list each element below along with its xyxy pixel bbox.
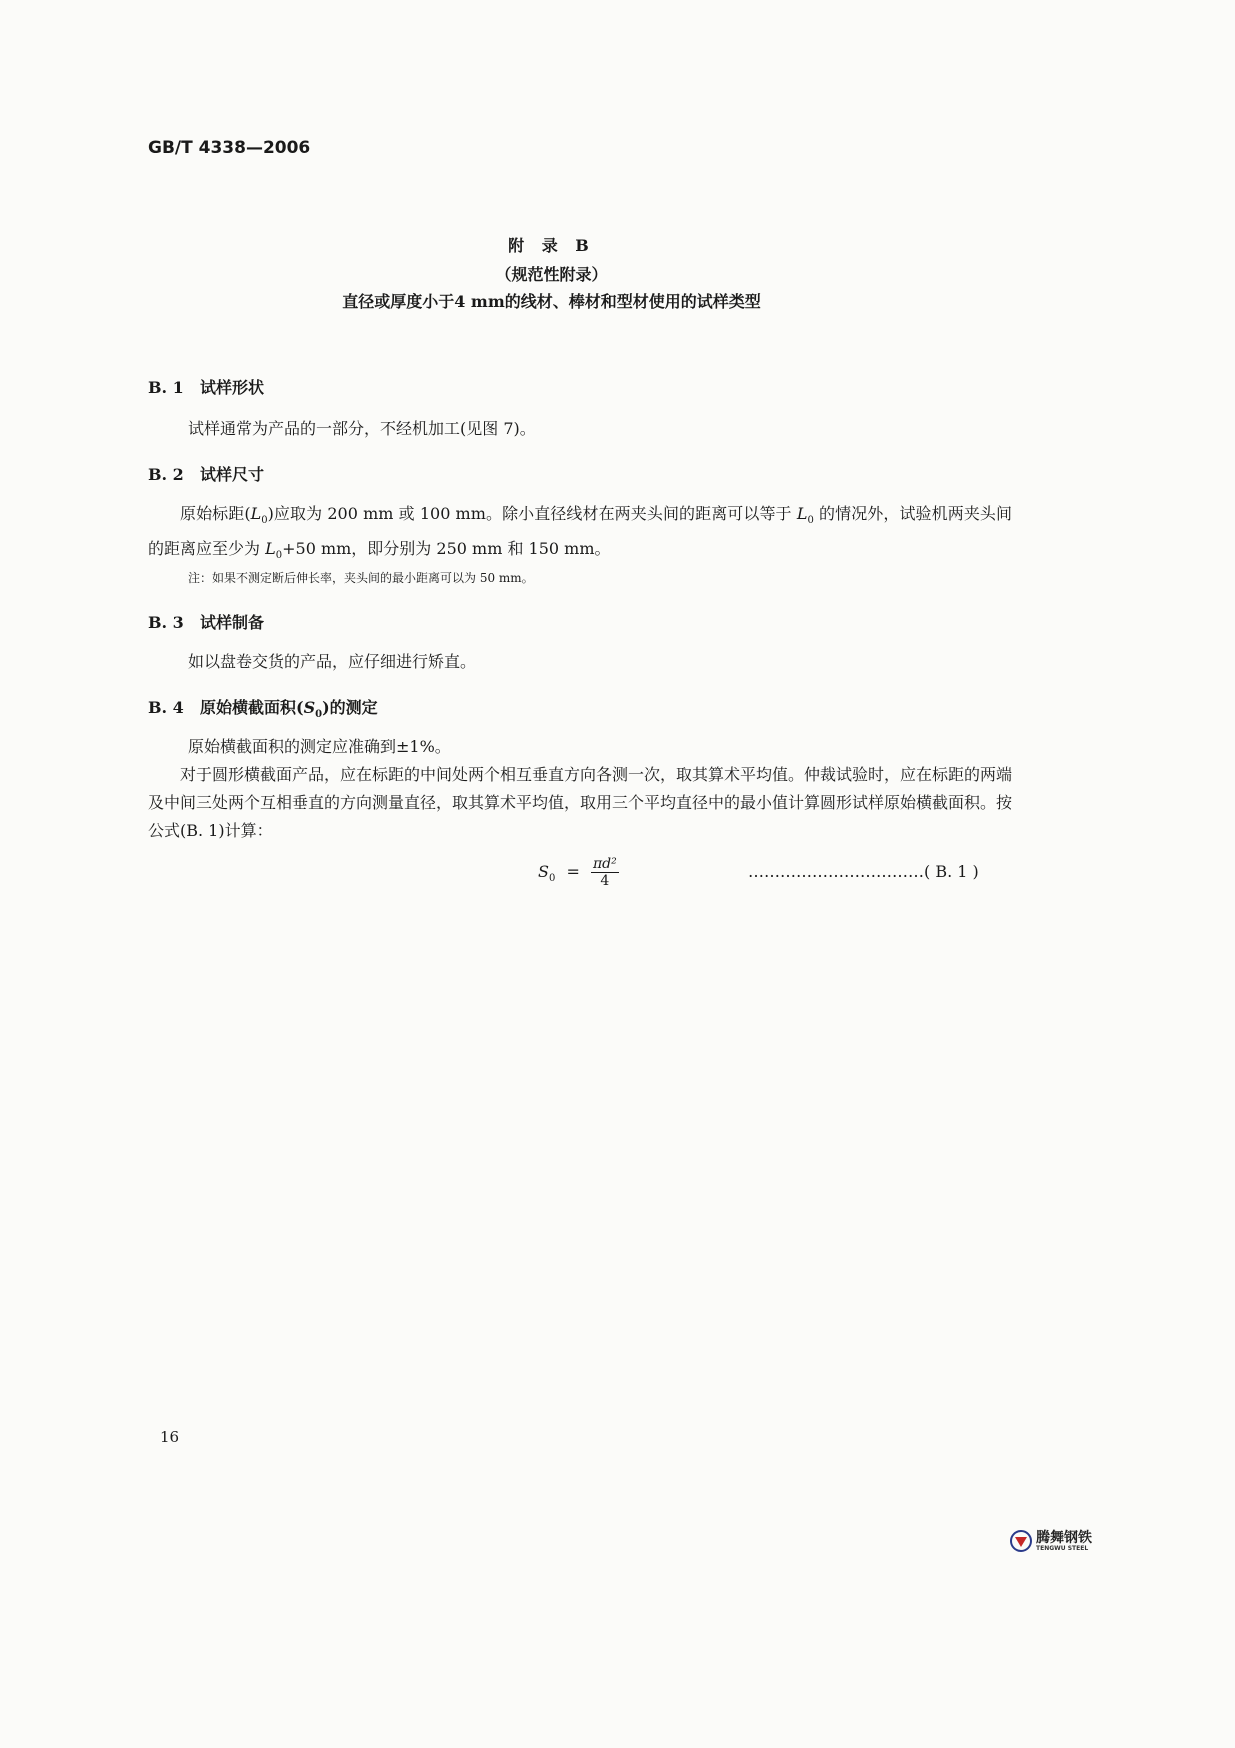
- symbol-l: L: [796, 504, 808, 523]
- subscript: 0: [261, 515, 268, 527]
- section-heading-b1: [148, 375, 264, 398]
- formula-label: ……………………………( B. 1 ): [748, 862, 979, 881]
- section-title: 试样尺寸: [200, 465, 265, 484]
- section-b4-body-2: 对于圆形横截面产品，应在标距的中间处两个相互垂直方向各测一次，取其算术平均值。仲裁试验时，应在标距的两端及中间三处两个互相垂直的方向测量直径，取其算术平均值，取用三个平均直径中的最小值计算圆形试样原始横截面积。按公式(B. 1)计算：: [148, 765, 1013, 840]
- watermark-logo: [1010, 1530, 1092, 1552]
- text-run: +50 mm，即分别为 250 mm 和 150 mm。: [282, 539, 611, 559]
- symbol-l: L: [265, 539, 276, 559]
- formula-b1: [538, 856, 619, 889]
- text-run: 原始标距(: [180, 504, 251, 523]
- fraction-denominator: 4: [600, 873, 610, 889]
- formula-lhs: S: [538, 862, 549, 881]
- tengwu-logo-icon: [1010, 1530, 1032, 1552]
- subscript: 0: [807, 515, 814, 527]
- section-b3-body: 如以盘卷交货的产品，应仔细进行矫直。: [188, 652, 477, 671]
- text-run: 的情况外，试验机两夹头间的距离应至少为: [148, 504, 1012, 559]
- watermark-en: TENGWU STEEL: [1036, 1544, 1089, 1552]
- symbol-s: S: [303, 698, 316, 717]
- section-b2-note: 注：如果不测定断后伸长率，夹头间的最小距离可以为 50 mm。: [188, 571, 534, 585]
- text-run: )应取为 200 mm 或 100 mm。除小直径线材在两夹头间的距离可以等于: [267, 504, 792, 523]
- section-b4-body-1: 原始横截面积的测定应准确到±1%。: [188, 737, 451, 756]
- section-title: 试样制备: [200, 613, 265, 632]
- section-b1-body: 试样通常为产品的一部分，不经机加工(见图 7)。: [188, 419, 536, 438]
- standard-code: GB/T 4338—2006: [148, 138, 311, 158]
- symbol-l: L: [250, 504, 262, 523]
- subscript: 0: [275, 550, 283, 562]
- appendix-title: 附 录 B: [508, 236, 595, 255]
- section-b2-body: [148, 500, 1012, 570]
- equals-sign: =: [566, 862, 580, 881]
- section-heading-b4: [148, 695, 378, 720]
- appendix-subject: 直径或厚度小于4 mm的线材、棒材和型材使用的试样类型: [342, 292, 761, 311]
- section-number: B. 4: [148, 698, 184, 717]
- appendix-nature: （规范性附录）: [495, 265, 608, 284]
- fraction-numerator: πd²: [592, 856, 617, 872]
- section-title: )的测定: [322, 698, 378, 717]
- section-heading-b3: [148, 610, 264, 633]
- fraction: [591, 856, 619, 889]
- section-number: B. 2: [148, 465, 184, 484]
- page-number: 16: [160, 1428, 180, 1446]
- section-heading-b2: [148, 462, 264, 485]
- watermark-cn: 腾舞钢铁: [1036, 1529, 1092, 1546]
- section-number: B. 1: [148, 378, 184, 397]
- subscript: 0: [315, 709, 323, 721]
- section-number: B. 3: [148, 613, 184, 632]
- section-title: 原始横截面积(: [200, 698, 304, 717]
- subscript: 0: [548, 873, 556, 885]
- section-title: 试样形状: [200, 378, 265, 397]
